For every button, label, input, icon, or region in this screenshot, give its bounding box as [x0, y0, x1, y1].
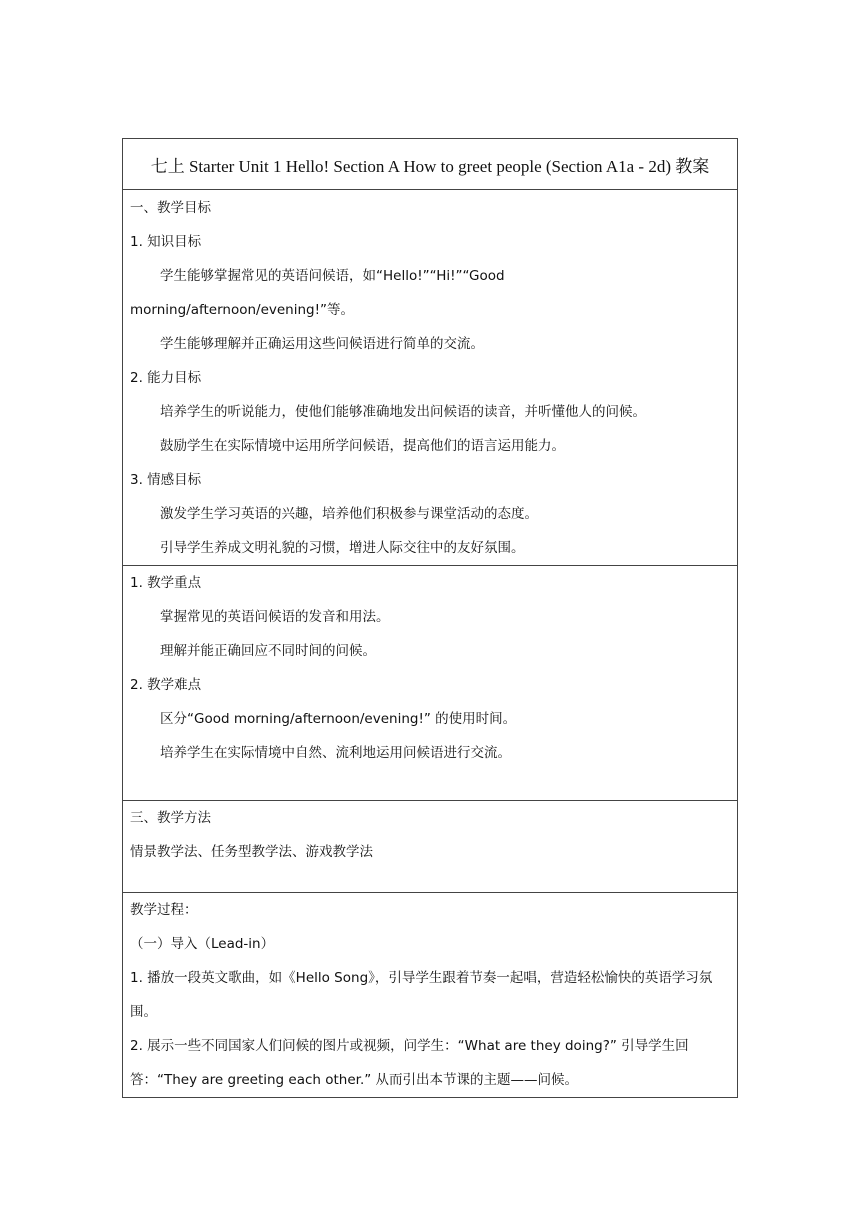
- lead-in-subheading: （一）导入（Lead-in）: [130, 936, 275, 952]
- knowledge-objective-label: 1. 知识目标: [130, 234, 202, 250]
- emotion-objective-label: 3. 情感目标: [130, 472, 202, 488]
- teaching-methods-cell: [123, 801, 738, 893]
- ability-objective-line-2: 鼓励学生在实际情境中运用所学问候语，提高他们的语言运用能力。: [160, 438, 565, 454]
- teaching-methods-heading: 三、教学方法: [130, 810, 211, 826]
- lesson-plan-table: [122, 138, 738, 1098]
- key-points-cell: [123, 566, 738, 801]
- teaching-process-heading: 教学过程：: [130, 902, 198, 918]
- knowledge-objective-line-1: 学生能够掌握常见的英语问候语，如“Hello!”“Hi!”“Good morning/afternoon/evening!”等。: [130, 268, 505, 318]
- key-point-line-2: 理解并能正确回应不同时间的问候。: [160, 643, 376, 659]
- lead-in-step-1: 1. 播放一段英文歌曲，如《Hello Song》，引导学生跟着节奏一起唱，营造轻松愉快的英语学习氛围。: [130, 970, 713, 1020]
- knowledge-objective-line-2: 学生能够理解并正确运用这些问候语进行简单的交流。: [160, 336, 484, 352]
- key-point-label: 1. 教学重点: [130, 575, 202, 591]
- lead-in-step-2: 2. 展示一些不同国家人们问候的图片或视频，问学生：“What are they doing?” 引导学生回答：“They are greeting each other.” 从而引出本节课的主题——问候。: [130, 1038, 689, 1088]
- teaching-objectives-heading: 一、教学目标: [130, 200, 211, 216]
- teaching-methods-text: 情景教学法、任务型教学法、游戏教学法: [130, 844, 373, 860]
- difficult-point-line-1: 区分“Good morning/afternoon/evening!” 的使用时间。: [160, 711, 517, 727]
- teaching-objectives-cell: [123, 190, 738, 566]
- difficult-point-label: 2. 教学难点: [130, 677, 202, 693]
- key-point-line-1: 掌握常见的英语问候语的发音和用法。: [160, 609, 390, 625]
- emotion-objective-line-2: 引导学生养成文明礼貌的习惯，增进人际交往中的友好氛围。: [160, 540, 525, 556]
- teaching-process-cell: [123, 893, 738, 1098]
- emotion-objective-line-1: 激发学生学习英语的兴趣，培养他们积极参与课堂活动的态度。: [160, 506, 538, 522]
- ability-objective-line-1: 培养学生的听说能力，使他们能够准确地发出问候语的读音，并听懂他人的问候。: [160, 404, 646, 420]
- document-title: 七上 Starter Unit 1 Hello! Section A How to greet people (Section A1a - 2d) 教案: [123, 139, 738, 190]
- ability-objective-label: 2. 能力目标: [130, 370, 202, 386]
- difficult-point-line-2: 培养学生在实际情境中自然、流利地运用问候语进行交流。: [160, 745, 511, 761]
